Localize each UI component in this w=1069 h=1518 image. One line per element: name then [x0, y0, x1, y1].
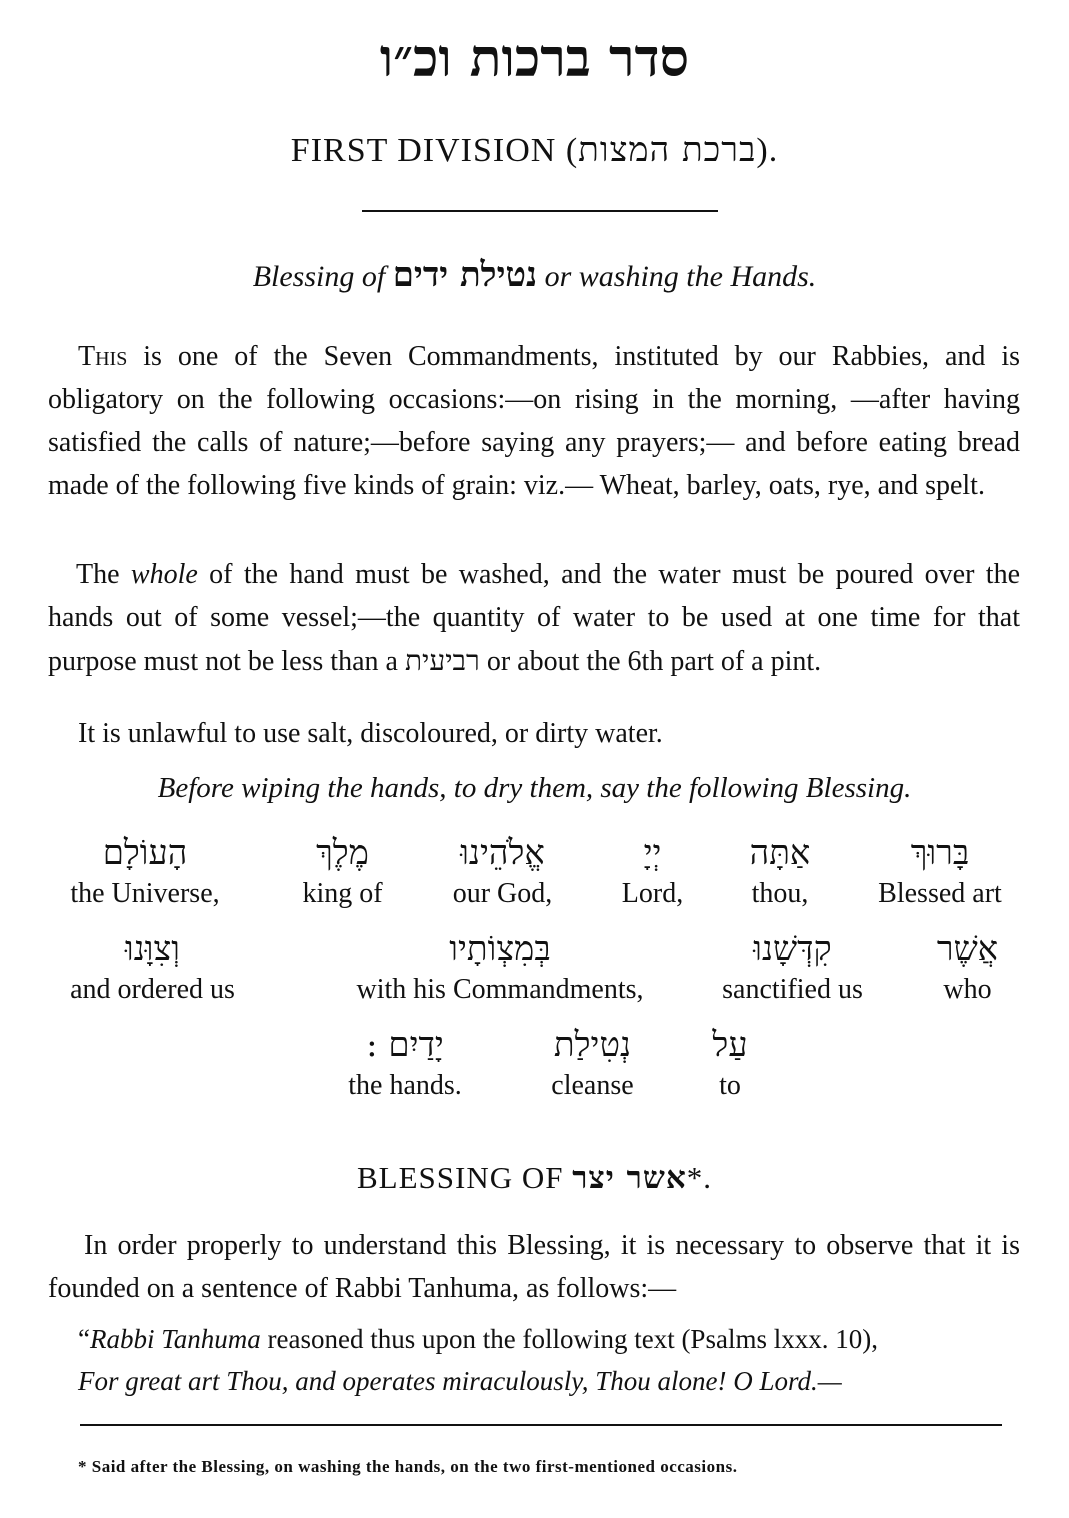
paragraph-washing-hebrew: רביעית	[404, 644, 480, 677]
blessing-word-hebrew: יְיָ	[643, 833, 662, 873]
footnote-divider	[80, 1424, 1002, 1426]
blessing-word	[40, 830, 250, 912]
footnote: * Said after the Blessing, on washing the hands, on the two first-mentioned occasions.	[78, 1457, 738, 1476]
paragraph-asher-intro: In order properly to understand this Blessing, it is necessary to observe that it is founded on a sentence of Rabbi Tanhuma, as follows:—	[48, 1230, 1020, 1304]
paragraph-water-rule: It is unlawful to use salt, discoloured, or dirty water.	[78, 718, 663, 749]
division-suffix: ).	[756, 132, 779, 169]
paragraph-intro-text: is one of the Seven Commandments, instituted by our Rabbies, and is obligatory on the following occasions:—on rising in the morning, —after having satisfied the calls of nature;—before saying any prayers;— and before eating bread made of the following five kinds of grain: viz.— Wheat, barley, oats, rye, and spelt.	[48, 341, 1020, 501]
blessing-word-english: with his Commandments,	[356, 974, 644, 1005]
blessing-word-hebrew: הָעוֹלָם	[102, 833, 188, 873]
blessing-word-english: to	[719, 1070, 741, 1101]
blessing-word	[590, 830, 715, 912]
blessing-heading-prefix: Blessing of	[252, 260, 393, 293]
blessing-word	[40, 926, 265, 1008]
blessing-word-hebrew: בְּמִצְוֹתָיו	[449, 929, 551, 969]
blessing-word-english: king of	[302, 878, 383, 909]
asher-heading-hebrew: אשר יצר	[572, 1160, 687, 1196]
paragraph-intro-lead: This	[78, 341, 128, 372]
blessing-word-hebrew: קִדְּשָׁנוּ	[753, 929, 832, 969]
blessing-word-english: sanctified us	[722, 974, 863, 1005]
blessing-word-hebrew: וְצִוָּנוּ	[125, 929, 180, 969]
blessing-heading	[0, 255, 1069, 295]
blessing-word-english: the Universe,	[70, 878, 220, 909]
paragraph-intro	[48, 335, 1020, 507]
blessing-word-hebrew: אֲשֶׁר	[936, 929, 999, 969]
blessing-word-english: Blessed art	[878, 878, 1002, 909]
blessing-word	[905, 926, 1030, 1008]
page-title-hebrew: סדר ברכות וכ״ו	[379, 28, 690, 89]
blessing-word	[325, 926, 675, 1008]
paragraph-washing-part3: or about the 6th part of a pint.	[479, 646, 822, 677]
blessing-word-hebrew: יָדַיִם :	[366, 1025, 444, 1065]
blessing-word	[530, 1022, 655, 1104]
asher-yatzar-heading	[0, 1160, 1069, 1196]
division-hebrew: ברכת המצות	[578, 130, 757, 170]
blessing-word-english: Lord,	[621, 878, 684, 909]
asher-heading-prefix: BLESSING OF	[357, 1160, 573, 1195]
blessing-word-english: our God,	[452, 878, 553, 909]
blessing-word-hebrew: אַתָּה	[749, 833, 811, 873]
paragraph-washing-part2: of the hand must be washed, and the water must be poured over the hands out of some vessel;—the quantity of water to be used at one time for that purpose must not be less than a	[48, 559, 1020, 677]
quote-line-1	[78, 1318, 1018, 1360]
blessing-word-english: thou,	[751, 878, 809, 909]
wiping-instruction: Before wiping the hands, to dry them, say the following Blessing.	[157, 772, 912, 804]
paragraph-washing-part1: The	[76, 559, 131, 590]
blessing-word-hebrew: מֶלֶךְ	[316, 833, 369, 873]
blessing-word-english: the hands.	[348, 1070, 462, 1101]
blessing-word	[325, 1022, 485, 1104]
blessing-heading-hebrew: נטילת ידים	[392, 255, 538, 295]
blessing-word-english: cleanse	[551, 1070, 634, 1101]
blessing-word	[415, 830, 590, 912]
blessing-word	[845, 830, 1035, 912]
quote-rabbi-name: Rabbi Tanhuma	[89, 1324, 261, 1354]
blessing-word	[700, 926, 885, 1008]
quote-line-2: For great art Thou, and operates miraculously, Thou alone! O Lord.—	[78, 1366, 842, 1396]
quote-line-1-text: reasoned thus upon the following text (Psalms lxxx. 10),	[260, 1324, 878, 1354]
blessing-word-hebrew: בָּרוּךְ	[910, 833, 970, 873]
blessing-word-english: and ordered us	[70, 974, 235, 1005]
blessing-word-hebrew: עַל	[712, 1025, 748, 1065]
blessing-word	[715, 830, 845, 912]
paragraph-washing	[48, 553, 1020, 683]
division-heading	[0, 130, 1069, 170]
quote-open-mark: “	[78, 1324, 90, 1354]
blessing-word	[270, 830, 415, 912]
paragraph-washing-italic: whole	[130, 559, 198, 590]
asher-heading-suffix: *.	[686, 1160, 712, 1195]
title-divider	[362, 210, 718, 212]
tanhuma-quote	[78, 1318, 1018, 1402]
blessing-heading-suffix: or washing the Hands.	[537, 260, 817, 293]
blessing-word-english: who	[943, 974, 992, 1005]
blessing-word	[690, 1022, 770, 1104]
blessing-word-hebrew: נְטִילַת	[553, 1025, 632, 1065]
division-prefix: FIRST DIVISION (	[290, 132, 579, 169]
blessing-word-hebrew: אֱלֹהֵינוּ	[460, 833, 545, 873]
